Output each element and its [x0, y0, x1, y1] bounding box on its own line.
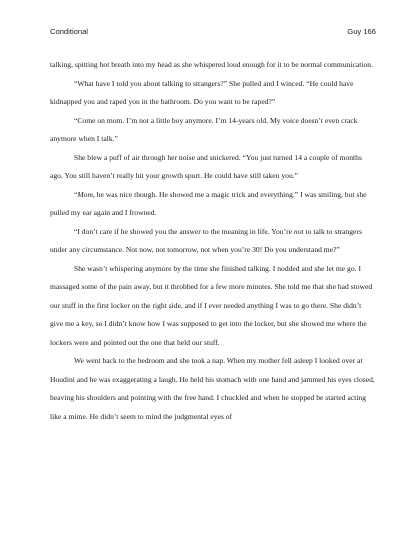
- text-run: “I don’t care if he showed you the answer to the meaning in life. You’re: [74, 226, 294, 236]
- paragraph: [50, 56, 376, 75]
- text-run: She wasn’t whispering anymore by the time she finished talking. I nodded and she let me go. I massaged some of the pain away, but it throbbed for a few more minutes. She told me that she had stowed our stuff in the first locker on the right side, and if I ever needed anything I was to go there. She didn’t give me a key, so I didn’t know how I was supposed to get into the locker, but she showed me where the lockers were and pointed out the one that held our stuff.: [50, 263, 373, 347]
- body-text: [50, 56, 376, 426]
- author-page-number: Guy 166: [347, 27, 376, 36]
- paragraph: [50, 260, 376, 353]
- running-title: Conditional: [50, 27, 88, 36]
- text-run: talking, spitting hot breath into my head as she whispered loud enough for it to be normal communication.: [50, 60, 373, 69]
- paragraph: [50, 186, 376, 223]
- text-run: to talk to strangers under any circumstance. Not now, not tomorrow, not when you’re 30! Do you understand me?”: [50, 226, 362, 254]
- paragraph: [50, 149, 376, 186]
- text-run: “Come on mom. I’m not a little boy anymore. I’m 14-years old. My voice doesn’t even crack anymore when I talk.”: [50, 115, 358, 143]
- paragraph: [50, 112, 376, 149]
- paragraph: [50, 75, 376, 112]
- text-run: She blew a puff of air through her noise and snickered. “You just turned 14 a couple of months ago. You still haven’t really hit your growth spurt. He could have still taken you.”: [50, 152, 362, 180]
- text-run: We went back to the bedroom and she took a nap. When my mother fell asleep I looked over at Houdini and he was exaggerating a laugh. He held his stomach with one hand and jammed his eyes closed, heaving his shoulders and pointing with the free hand. I chuckled and when he stopped be started acting like a mime. He didn’t seem to mind the judgmental eyes of: [50, 356, 375, 421]
- text-run: “: [74, 189, 78, 199]
- paragraph: [50, 352, 376, 426]
- text-run: , he was nice though. He showed me a magic trick and everything.” I was smiling, but she pulled my ear again and I frowned.: [50, 189, 367, 217]
- paragraph: [50, 223, 376, 260]
- italic-text: Mom: [77, 189, 93, 199]
- page-header: [50, 27, 376, 39]
- italic-text: not: [293, 226, 304, 236]
- text-run: “What have I told you about talking to strangers?” She pulled and I winced. “He could have kidnapped you and raped you in the bathroom. Do you want to be raped?”: [50, 78, 354, 106]
